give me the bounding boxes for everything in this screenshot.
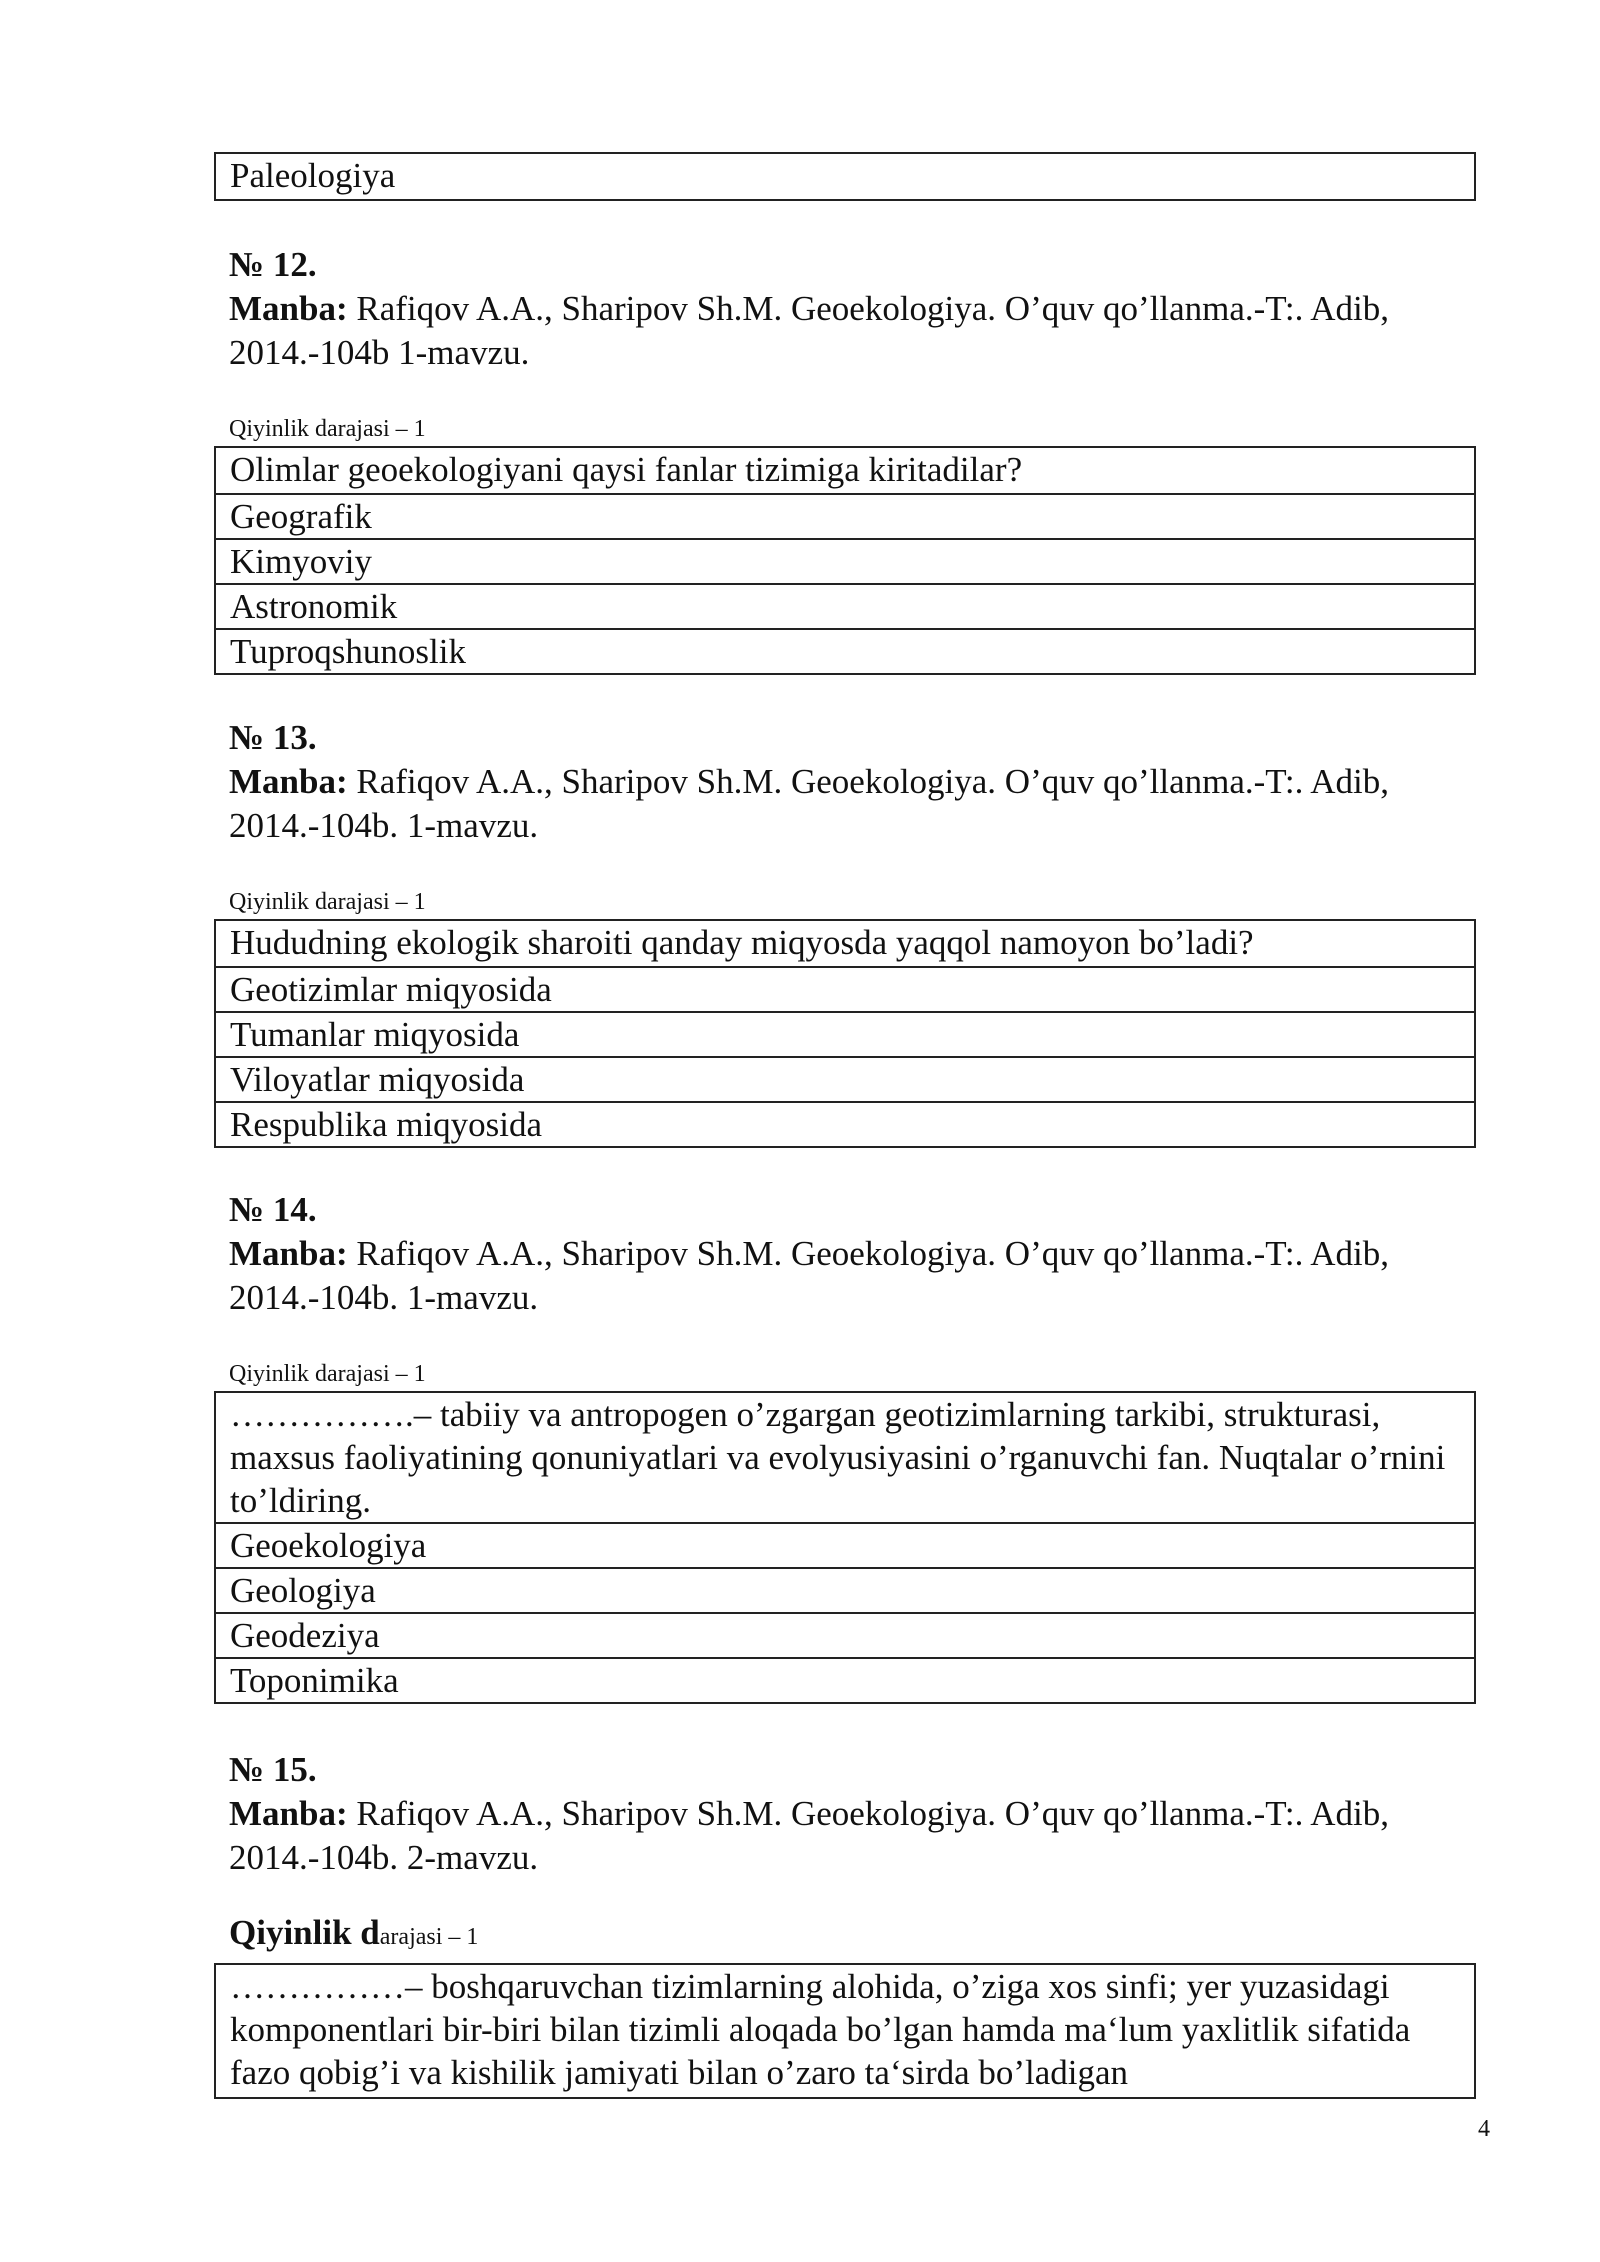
source-line2: 2014.-104b 1-mavzu. [229, 333, 530, 372]
question-15-table [214, 1963, 1476, 2099]
difficulty-label-big: Qiyinlik d [229, 1913, 380, 1952]
option-row: Astronomik [216, 583, 1474, 628]
source-citation [229, 1792, 1489, 1836]
source-line2: 2014.-104b. 1-mavzu. [229, 1278, 539, 1317]
source-line1: Rafiqov A.A., Sharipov Sh.M. Geoekologiya. O’quv qo’llanma.-T:. Adib, [356, 1794, 1389, 1833]
option-row: Respublika miqyosida [216, 1101, 1474, 1146]
difficulty-label: Qiyinlik darajasi – 1 [229, 1361, 426, 1387]
question-13-header [229, 716, 1489, 848]
question-13-table [214, 919, 1476, 1148]
question-text: Hududning ekologik sharoiti qanday miqyosda yaqqol namoyon bo’ladi? [230, 923, 1254, 962]
option-row: Tuproqshunoslik [216, 628, 1474, 673]
option-row: Tumanlar miqyosida [216, 1011, 1474, 1056]
question-number: № 12. [229, 245, 317, 284]
option-row: Geotizimlar miqyosida [216, 966, 1474, 1011]
option-row: Geologiya [216, 1567, 1474, 1612]
source-label: Manba: [229, 1234, 348, 1273]
option-row: Paleologiya [230, 156, 396, 195]
question-number: № 14. [229, 1190, 317, 1229]
option-row: Geodeziya [216, 1612, 1474, 1657]
question-number: № 15. [229, 1750, 317, 1789]
source-line1: Rafiqov A.A., Sharipov Sh.M. Geoekologiya. O’quv qo’llanma.-T:. Adib, [356, 289, 1389, 328]
source-label: Manba: [229, 289, 348, 328]
source-label: Manba: [229, 1794, 348, 1833]
question-text: ……………– boshqaruvchan tizimlarning alohida, o’ziga xos sinfi; yer yuzasidagi komponentlari bir-biri bilan tizimli aloqada bo’lgan hamda ma‘lum yaxlitlik sifatida fazo qobig’i va kishilik jamiyati bilan o’zaro ta‘sirda bo’ladigan [230, 1967, 1411, 2092]
page-number: 4 [1478, 2116, 1490, 2142]
question-12-header [229, 243, 1489, 375]
answer-table-prev [214, 152, 1476, 201]
difficulty-label: Qiyinlik darajasi – 1 [229, 416, 426, 442]
option-row: Viloyatlar miqyosida [216, 1056, 1474, 1101]
source-line1: Rafiqov A.A., Sharipov Sh.M. Geoekologiya. O’quv qo’llanma.-T:. Adib, [356, 762, 1389, 801]
source-line1: Rafiqov A.A., Sharipov Sh.M. Geoekologiya. O’quv qo’llanma.-T:. Adib, [356, 1234, 1389, 1273]
difficulty-label [229, 1913, 479, 1952]
question-text: Olimlar geoekologiyani qaysi fanlar tizimiga kiritadilar? [230, 450, 1023, 489]
question-text: …………….– tabiiy va antropogen o’zgargan geotizimlarning tarkibi, strukturasi, maxsus faoliyatining qonuniyatlari va evolyusiyasini o’rganuvchi fan. Nuqtalar o’rnini to’ldiring. [230, 1395, 1446, 1520]
question-number: № 13. [229, 718, 317, 757]
option-row: Kimyoviy [216, 538, 1474, 583]
source-citation [229, 1232, 1489, 1276]
option-row: Geoekologiya [216, 1522, 1474, 1567]
option-row: Geografik [216, 493, 1474, 538]
question-12-table [214, 446, 1476, 675]
source-citation [229, 287, 1489, 331]
source-line2: 2014.-104b. 1-mavzu. [229, 806, 539, 845]
option-row: Toponimika [216, 1657, 1474, 1702]
source-citation [229, 760, 1489, 804]
source-line2: 2014.-104b. 2-mavzu. [229, 1838, 539, 1877]
question-15-header [229, 1748, 1489, 1880]
question-14-table [214, 1391, 1476, 1704]
difficulty-label: Qiyinlik darajasi – 1 [229, 889, 426, 915]
source-label: Manba: [229, 762, 348, 801]
difficulty-label-small: arajasi – 1 [379, 1924, 479, 1950]
question-14-header [229, 1188, 1489, 1320]
